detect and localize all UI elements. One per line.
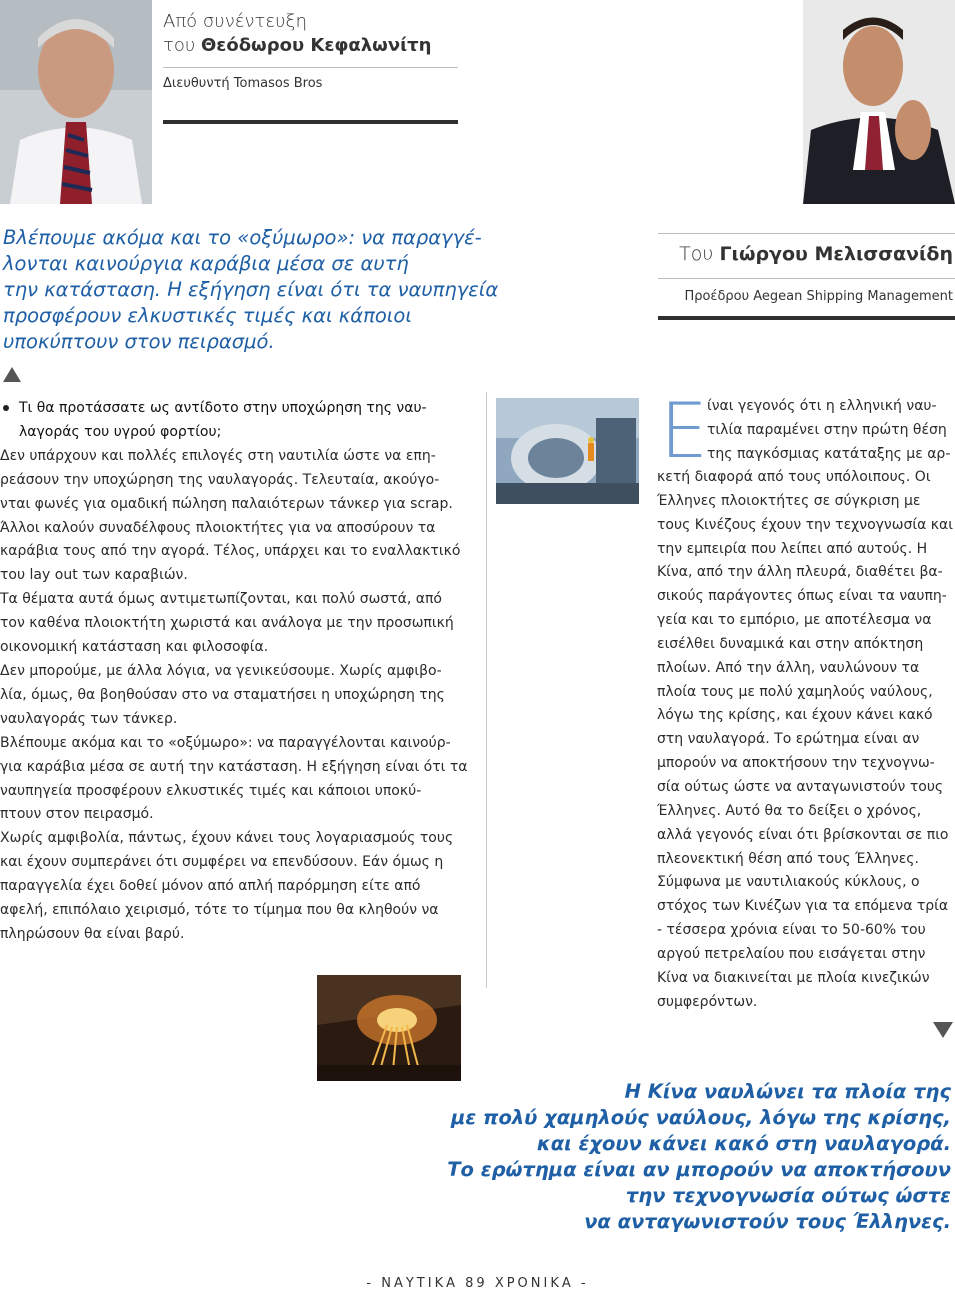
portrait-photo-kefalonitis — [0, 0, 152, 204]
pullquote-top — [3, 225, 498, 355]
byline-left-prefix: του — [163, 35, 196, 56]
triangle-up-icon — [3, 367, 21, 382]
article-line: παραγγελία έχει δοθεί μόνον από απλή παρόρμηση είτε από — [0, 878, 421, 895]
byline-left-divider — [163, 67, 458, 68]
pullquote-bottom-line: με πολύ χαμηλούς ναύλους, λόγω της κρίσης, — [451, 1106, 951, 1129]
article-line: πληρώσουν θα είναι βαρύ. — [0, 925, 185, 942]
byline-left-rule — [163, 120, 458, 124]
pullquote-top-line: υποκύπτουν στον πειρασμό. — [3, 330, 275, 353]
byline-left-name: Θεόδωρου Κεφαλωνίτη — [201, 35, 432, 56]
byline-left-role: Διευθυντή Tomasos Bros — [163, 76, 323, 91]
article-line: Τα θέματα αυτά όμως αντιμετωπίζονται, και πολύ σωστά, από — [0, 591, 442, 608]
article-line: του lay out των καραβιών. — [0, 567, 188, 584]
foundry-photo — [317, 975, 461, 1081]
article-line: τιλία παραμένει στην πρώτη θέση — [707, 421, 947, 438]
article-line: Δεν υπάρχουν και πολλές επιλογές στη ναυτιλία ώστε να επη- — [0, 447, 436, 464]
article-line: Έλληνες. Αυτό θα το δείξει ο χρόνος, — [657, 802, 922, 819]
pullquote-bottom — [431, 1079, 951, 1235]
question-line: λαγοράς του υγρού φορτίου; — [19, 423, 222, 440]
byline-right-rule — [658, 316, 955, 320]
article-line: Έλληνες πλοιοκτήτες σε σύγκριση με — [657, 492, 921, 509]
article-line: Άλλοι καλούν συναδέλφους πλοιοκτήτες για να αποσύρουν τα — [0, 519, 436, 536]
page-footer — [0, 1276, 955, 1291]
byline-left-intro: Από συνέντευξη — [163, 11, 307, 32]
article-line: πλοία τους με πολύ χαμηλούς ναύλους, — [657, 683, 933, 700]
article-line: Σύμφωνα με ναυτιλιακούς κύκλους, ο — [657, 874, 920, 891]
article-line: οικονομική κατάσταση και φιλοσοφία. — [0, 639, 269, 656]
right-article-indented — [707, 395, 953, 467]
pullquote-top-line: λονται καινούργια καράβια μέσα σε αυτή — [3, 252, 409, 275]
article-line: καράβια τους από την αγορά. Τέλος, υπάρχει και το εναλλακτικό — [0, 543, 461, 560]
footer-right: ΧΡΟΝΙΚΑ - — [494, 1276, 589, 1291]
article-line: τον καθένα πλοιοκτήτη χωριστά και ανάλογα με την προσωπική — [0, 615, 454, 632]
article-line: Κίνα, από την άλλη πλευρά, διαθέτει βα- — [657, 564, 943, 581]
left-article — [0, 397, 470, 947]
article-line: πλοίων. Από την άλλη, ναυλώνουν τα — [657, 659, 920, 676]
pullquote-bottom-line: την τεχνογνωσία ούτως ώστε — [625, 1184, 951, 1207]
article-line: στη ναυλαγορά. Το ερώτημα είναι αν — [657, 731, 920, 748]
article-line: αλλά γεγονός είναι ότι βρίσκονται σε πιο — [657, 826, 949, 843]
dropcap: Ε — [660, 386, 709, 475]
portrait-photo-melissanidis — [803, 0, 955, 204]
article-line: εισέλθει δυναμικά και στην απόκτηση — [657, 635, 924, 652]
footer-left: - ΝΑΥΤΙΚΑ — [366, 1276, 458, 1291]
article-line: λόγω της κρίσης, και έχουν κάνει κακό — [657, 707, 933, 724]
article-line: Κίνα να διακινείται με πλοία κινεζικών — [657, 969, 930, 986]
right-article — [657, 466, 953, 1014]
engine-room-photo — [496, 398, 639, 504]
article-line: - τέσσερα χρόνια είναι το 50-60% του — [657, 922, 926, 939]
article-line: συμφερόντων. — [657, 993, 758, 1010]
article-line: τους Κινέζους έχουν την τεχνογνωσία και — [657, 516, 953, 533]
byline-right-role: Προέδρου Aegean Shipping Management — [684, 289, 953, 304]
bullet-icon — [3, 405, 9, 411]
article-line: την εμπειρία που λείπει από αυτούς. Η — [657, 540, 928, 557]
pullquote-bottom-line: να ανταγωνιστούν τους Έλληνες. — [584, 1210, 951, 1233]
article-line: Χωρίς αμφιβολία, πάντως, έχουν κάνει τους λογαριασμούς τους — [0, 830, 454, 847]
article-line: στόχος των Κινέζων για τα επόμενα τρία — [657, 898, 949, 915]
byline-left — [163, 10, 431, 58]
article-line: ρεάσουν την υποχώρηση της ναυλαγοράς. Τελευταία, ακούγο- — [0, 471, 440, 488]
article-line: μπορούν να αποκτήσουν την τεχνογνω- — [657, 755, 935, 772]
article-line: πλεονεκτική θέση από τους Έλληνες. — [657, 850, 919, 867]
article-line: σία ούτως ώστε να ανταγωνιστούν τους — [657, 778, 944, 795]
article-line: Δεν μπορούμε, με άλλα λόγια, να γενικεύσουμε. Χωρίς αμφιβο- — [0, 662, 442, 679]
byline-right-prefix: Του — [679, 243, 714, 265]
article-line: αφελή, επιπόλαιο χειρισμό, τότε το τίμημα που θα κληθούν να — [0, 902, 439, 919]
article-line: σικούς παράγοντες όπως είναι τα ναυπη- — [657, 588, 947, 605]
triangle-down-icon — [933, 1022, 953, 1038]
pullquote-bottom-line: και έχουν κάνει κακό στη ναυλαγορά. — [536, 1132, 951, 1155]
column-divider — [486, 392, 487, 988]
article-line: Βλέπουμε ακόμα και το «οξύμωρο»: να παραγγέλονται καινούρ- — [0, 734, 451, 751]
article-line: ίναι γεγονός ότι η ελληνική ναυ- — [707, 398, 937, 414]
article-line: και έχουν συμπεράνει ότι συμφέρει να επενδύσουν. Εάν όμως η — [0, 854, 444, 871]
pullquote-bottom-line: Η Κίνα ναυλώνει τα πλοία της — [624, 1080, 951, 1103]
article-line: νται φωνές για ομαδική πώληση παλαιότερων τάνκερ για scrap. — [0, 495, 453, 512]
article-line: αργού πετρελαίου που εισάγεται στην — [657, 945, 926, 962]
pullquote-top-line: Βλέπουμε ακόμα και το «οξύμωρο»: να παραγγέ- — [3, 226, 482, 249]
article-line: λία, όμως, θα βοηθούσαν στο να σταματήσει η υποχώρηση της — [0, 686, 445, 703]
article-question — [0, 397, 470, 421]
byline-right-name: Γιώργου Μελισσανίδη — [719, 243, 953, 265]
pullquote-bottom-line: Το ερώτημα είναι αν μπορούν να αποκτήσουν — [447, 1158, 951, 1181]
article-line: γεία και το εμπόριο, με αποτέλεσμα να — [657, 612, 932, 629]
byline-right — [679, 242, 953, 266]
article-line: πτουν στον πειρασμό. — [0, 806, 154, 823]
article-line: κετή διαφορά από τους υπόλοιπους. Οι — [657, 469, 931, 485]
article-line: ναυπηγεία προσφέρουν ελκυστικές τιμές και κάποιοι υποκύ- — [0, 782, 422, 799]
question-line: Τι θα προτάσσατε ως αντίδοτο στην υποχώρηση της ναυ- — [19, 400, 427, 416]
page-number: 89 — [465, 1276, 488, 1291]
byline-right-divider — [658, 278, 955, 279]
byline-right-top-divider — [658, 233, 955, 234]
article-line: της παγκόσμιας κατάταξης με αρ- — [707, 445, 951, 462]
article-line: ναυλαγοράς των τάνκερ. — [0, 710, 178, 727]
article-line: για καράβια μέσα σε αυτή την κατάσταση. Η εξήγηση είναι ότι τα — [0, 758, 468, 775]
pullquote-top-line: την κατάσταση. Η εξήγηση είναι ότι τα ναυπηγεία — [3, 278, 499, 301]
pullquote-top-line: προσφέρουν ελκυστικές τιμές και κάποιοι — [3, 304, 412, 327]
